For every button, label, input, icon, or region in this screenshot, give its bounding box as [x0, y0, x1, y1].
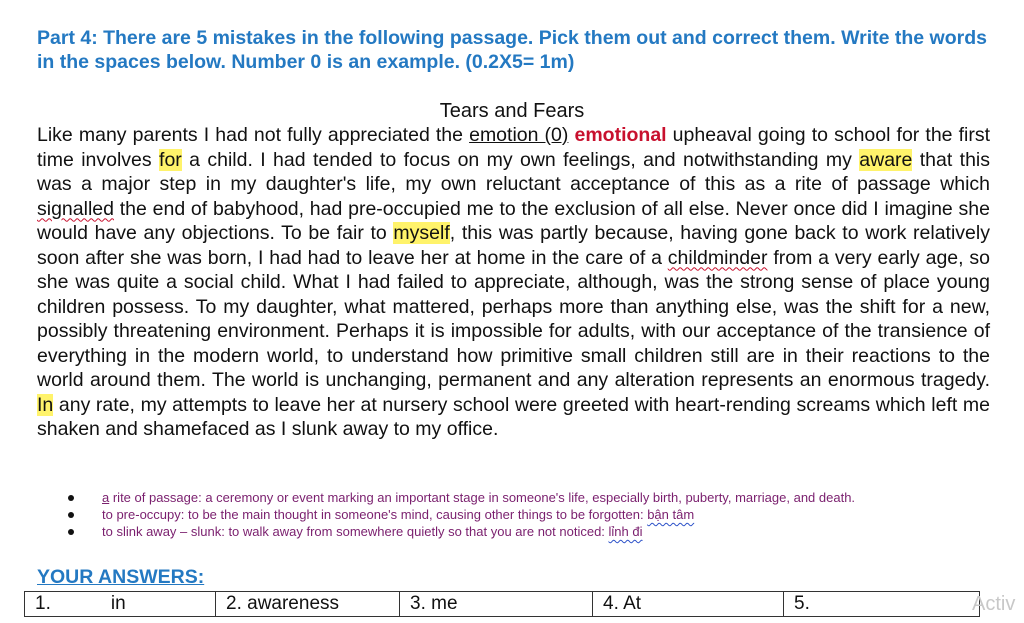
- answer-value: 2. awareness: [226, 593, 340, 614]
- answer-cell[interactable]: [25, 592, 216, 617]
- highlighted-mistake: aware: [859, 148, 913, 171]
- highlighted-mistake: myself: [393, 222, 450, 244]
- example-wrong-word: emotion (0): [469, 124, 569, 146]
- answer-cell[interactable]: [784, 592, 980, 617]
- note-text: to slink away – slunk: to walk away from somewhere quietly so that you are not noticed:: [102, 524, 609, 539]
- highlighted-mistake: In: [37, 393, 54, 416]
- answer-cell[interactable]: [400, 592, 593, 617]
- passage-text: upheaval going to school for the first time involves: [37, 124, 991, 171]
- example-correction: emotional: [574, 124, 667, 146]
- note-item: [66, 489, 996, 506]
- passage-text: from a very early age, so she was quite a social child. What I had failed to appreciate, although, was the strong sense of place young children possess. To my daughter, what mattered, perhaps more than anything else, was the shift for a new, possibly threatening environment. Perhaps it is impossible for adults, with our acceptance of the transience of everything in the modern world, to understand how primitive small children still are in their reactions to the world around them. The world is unchanging, permanent and any alteration represents an enormous tragedy.: [37, 246, 990, 391]
- passage-text: a child. I had tended to focus on my own feelings, and notwithstanding my: [181, 148, 860, 171]
- answer-value: in: [110, 593, 126, 614]
- bullet-icon: [68, 495, 74, 501]
- answer-value: 4. At: [603, 593, 642, 614]
- note-item: [66, 506, 996, 523]
- note-text: rite of passage: a ceremony or event marking an important stage in someone's life, especially birth, puberty, marriage, and death.: [109, 490, 856, 505]
- answer-cell[interactable]: [216, 592, 400, 617]
- note-vietnamese: bận tâm: [647, 507, 695, 522]
- bullet-icon: [68, 529, 74, 535]
- answer-number: 1.: [35, 593, 51, 614]
- highlighted-mistake: for: [159, 148, 182, 171]
- answers-title: YOUR ANSWERS:: [37, 566, 205, 588]
- answers-table: [24, 591, 980, 617]
- spellcheck-word: childminder: [667, 246, 768, 269]
- exercise-heading: Part 4: There are 5 mistakes in the following passage. Pick them out and correct them. Write the words in the spaces below. Number 0 is an example. (0.2X5= 1m): [37, 27, 987, 73]
- passage-text: Like many parents I had not fully appreciated the: [37, 124, 470, 146]
- passage-body: [37, 123, 990, 442]
- passage-text: any rate, my attempts to leave her at nursery school were greeted with heart-rending screams which left me shaken and shamefaced as I slunk away to my office.: [37, 393, 990, 440]
- passage-text: , this was partly because, having gone back to work relatively soon after she was born, I had had to leave her at home in the care of a: [37, 222, 990, 269]
- note-vietnamese: lỉnh đi: [608, 524, 643, 539]
- passage-text: the end of babyhood, had pre-occupied me to the exclusion of all else. Never once did I imagine she would have any objections. To be fair to: [37, 197, 990, 244]
- passage-text: that this was a major step in my daughter's life, my own reluctant acceptance of this as a rite of passage which: [37, 148, 990, 195]
- answer-cell[interactable]: [593, 592, 784, 617]
- bullet-icon: [68, 512, 74, 518]
- table-row: [25, 592, 980, 617]
- answer-value: 3. me: [410, 593, 458, 614]
- answer-value: 5.: [794, 593, 810, 614]
- activation-watermark: Activ: [972, 593, 1016, 615]
- note-item: [66, 523, 996, 540]
- note-term: a: [102, 490, 110, 505]
- note-text: to pre-occupy: to be the main thought in someone's mind, causing other things to be forgotten:: [102, 507, 648, 522]
- spellcheck-word: signalled: [37, 197, 114, 220]
- vocabulary-notes: [66, 489, 996, 540]
- passage-title: Tears and Fears: [439, 100, 585, 122]
